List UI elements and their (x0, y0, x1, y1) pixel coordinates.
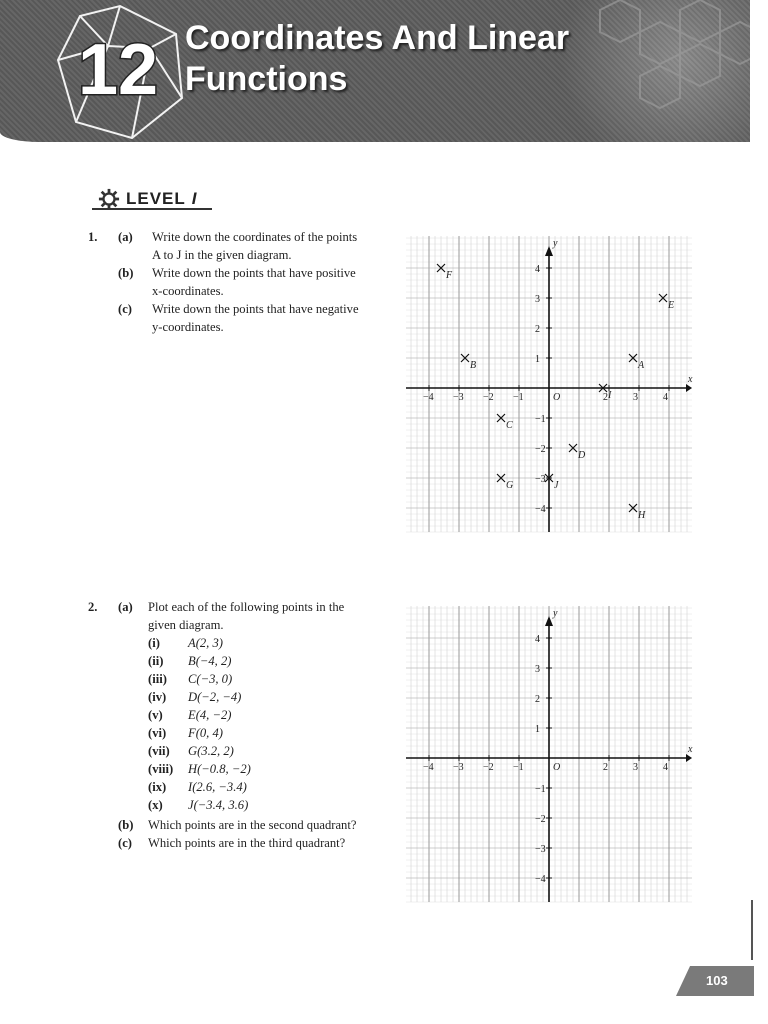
origin-label: O (553, 762, 561, 773)
point-list-text: I(2.6, −3.4) (188, 780, 247, 794)
x-axis-label: x (688, 744, 693, 755)
y-tick-label: −1 (535, 414, 546, 425)
x-axis-arrow-icon (686, 754, 692, 762)
level-underline (92, 208, 212, 210)
question-text: Which points are in the third quadrant? (148, 836, 346, 850)
part-label: (c) (118, 836, 132, 850)
point-list-label: (v) (148, 708, 163, 722)
question-text: Write down the points that have positive (152, 266, 356, 280)
x-tick-label: −1 (513, 392, 524, 403)
x-tick-label: 4 (663, 392, 668, 403)
point-list-label: (iv) (148, 690, 167, 704)
part-label: (a) (118, 600, 133, 614)
x-tick-label: 2 (603, 392, 608, 403)
x-tick-label: 2 (603, 762, 608, 773)
y-axis-arrow-icon (545, 246, 553, 256)
point-list-item (148, 760, 251, 778)
point-list-label: (vi) (148, 726, 167, 740)
level-label: LEVEL (126, 189, 186, 208)
y-tick-label: 3 (535, 294, 540, 305)
plotted-point-label: F (446, 270, 453, 281)
question-number: 1. (88, 230, 98, 244)
x-tick-label: −2 (483, 392, 494, 403)
chapter-title (185, 18, 569, 100)
question-text: x-coordinates. (152, 284, 224, 298)
question-text: y-coordinates. (152, 320, 224, 334)
question-text: Plot each of the following points in the (148, 600, 345, 614)
y-tick-label: −4 (535, 504, 546, 515)
point-list-item (148, 652, 231, 670)
point-list-text: D(−2, −4) (188, 690, 242, 704)
plotted-point-label: I (608, 390, 612, 401)
coordinate-grid-1-svg (406, 236, 692, 532)
plotted-point-label: B (470, 360, 477, 371)
x-tick-label: 3 (633, 392, 638, 403)
point-list-label: (vii) (148, 744, 170, 758)
coordinate-grid-2-svg (406, 606, 692, 902)
point-list-item (148, 778, 247, 796)
x-axis-label: x (688, 374, 693, 385)
y-tick-label: 4 (535, 634, 540, 645)
point-list-label: (viii) (148, 762, 174, 776)
x-tick-label: −3 (453, 762, 464, 773)
origin-label: O (553, 392, 561, 403)
question-text: Which points are in the second quadrant? (148, 818, 357, 832)
point-list-text: B(−4, 2) (188, 654, 232, 668)
y-axis-label: y (553, 238, 558, 249)
point-list-text: C(−3, 0) (188, 672, 233, 686)
part-label: (a) (118, 230, 133, 244)
chapter-title-line2: Functions (185, 60, 348, 98)
x-tick-label: −4 (423, 392, 434, 403)
chapter-number: 12 (78, 30, 159, 110)
plotted-point-label: G (506, 480, 514, 491)
point-list-label: (ii) (148, 654, 164, 668)
y-tick-label: 3 (535, 664, 540, 675)
page-edge-line (751, 900, 753, 960)
point-list-item (148, 670, 232, 688)
part-label: (b) (118, 818, 134, 832)
point-list-item (148, 688, 241, 706)
y-tick-label: −2 (535, 814, 546, 825)
y-tick-label: 4 (535, 264, 540, 275)
point-list-label: (x) (148, 798, 163, 812)
header-edge (750, 0, 768, 142)
chapter-header (0, 0, 750, 142)
page-number: 103 (706, 973, 728, 988)
level-heading (98, 188, 198, 210)
plotted-point-label: A (638, 360, 645, 371)
y-tick-label: 1 (535, 354, 540, 365)
point-list-label: (ix) (148, 780, 167, 794)
y-tick-label: −4 (535, 874, 546, 885)
point-list-text: H(−0.8, −2) (188, 762, 251, 776)
y-tick-label: 2 (535, 324, 540, 335)
y-tick-label: −1 (535, 784, 546, 795)
point-list-item (148, 706, 231, 724)
point-list-item (148, 742, 234, 760)
y-tick-label: 1 (535, 724, 540, 735)
question-text: Write down the coordinates of the points (152, 230, 358, 244)
x-tick-label: 3 (633, 762, 638, 773)
y-axis-label: y (553, 608, 558, 619)
y-tick-label: −3 (535, 844, 546, 855)
plotted-point-label: D (578, 450, 586, 461)
part-label: (c) (118, 302, 132, 316)
part-label: (b) (118, 266, 134, 280)
chapter-title-line1: Coordinates And Linear (185, 19, 570, 57)
coordinate-grid-1 (406, 236, 692, 532)
chapter-polyhedron-icon (50, 2, 190, 142)
x-tick-label: 4 (663, 762, 668, 773)
point-list-text: E(4, −2) (188, 708, 232, 722)
plotted-point-label: J (554, 480, 559, 491)
point-list-item (148, 796, 248, 814)
x-tick-label: −2 (483, 762, 494, 773)
x-tick-label: −3 (453, 392, 464, 403)
y-tick-label: 2 (535, 694, 540, 705)
point-list-text: F(0, 4) (188, 726, 223, 740)
point-list-label: (i) (148, 636, 160, 650)
question-number: 2. (88, 600, 98, 614)
point-list-item (148, 634, 223, 652)
point-list-label: (iii) (148, 672, 167, 686)
y-tick-label: −3 (535, 474, 546, 485)
plotted-point-label: H (638, 510, 646, 521)
point-list-text: A(2, 3) (188, 636, 223, 650)
y-tick-label: −2 (535, 444, 546, 455)
x-tick-label: −1 (513, 762, 524, 773)
level-number: I (191, 189, 198, 208)
question-text: given diagram. (148, 618, 224, 632)
coordinate-grid-2 (406, 606, 692, 902)
y-axis-arrow-icon (545, 616, 553, 626)
x-axis-arrow-icon (686, 384, 692, 392)
point-list-text: G(3.2, 2) (188, 744, 234, 758)
plotted-point-label: E (668, 300, 675, 311)
question-text: A to J in the given diagram. (152, 248, 292, 262)
x-tick-label: −4 (423, 762, 434, 773)
point-list-text: J(−3.4, 3.6) (188, 798, 249, 812)
hexagon-pattern-icon (560, 0, 750, 140)
gear-icon (98, 188, 120, 210)
plotted-point-label: C (506, 420, 513, 431)
point-list-item (148, 724, 223, 742)
question-text: Write down the points that have negative (152, 302, 359, 316)
